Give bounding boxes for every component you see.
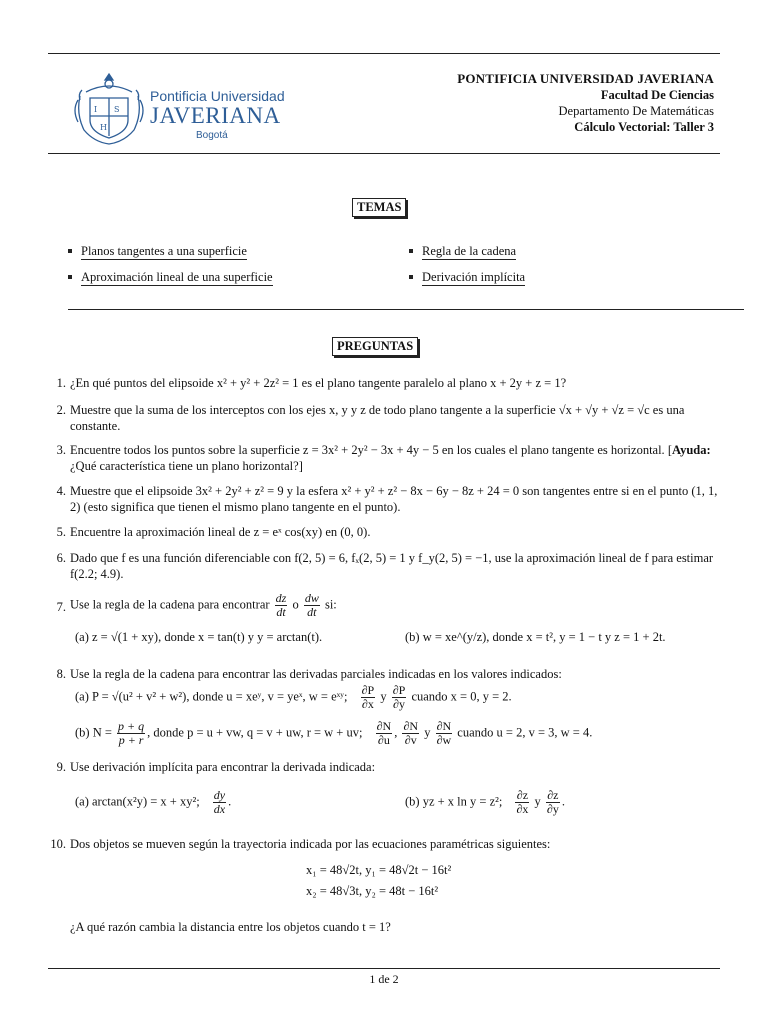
logo-line2: JAVERIANA	[150, 103, 281, 128]
header-info	[457, 71, 714, 135]
fraction: $\frac{dz}{dt}$	[275, 591, 287, 619]
university-logo	[72, 70, 285, 146]
fraction: $\frac{\partial P}{\partial x}$	[361, 683, 375, 711]
fraction: $\frac{\partial N}{\partial w}$	[436, 719, 452, 747]
fraction: $\frac{dw}{dt}$	[304, 591, 319, 619]
topic-item: Derivación implícita	[409, 264, 525, 290]
question-7b: (b) w = xe^(y/z), donde x = t², y = 1 − t y z = 1 + 2t.	[405, 630, 666, 644]
parametric-equations	[306, 860, 451, 902]
hint-label: Ayuda:	[671, 443, 711, 457]
question-text: Encuentre la aproximación lineal de z = eˣ cos(xy) en (0, 0).	[70, 525, 371, 539]
fraction: $\frac{\partial z}{\partial y}$	[546, 788, 559, 816]
topic-item: Planos tangentes a una superficie	[68, 238, 273, 264]
question-9: 9. Use derivación implícita para encontrar la derivada indicada:	[48, 760, 722, 776]
topic-item: Regla de la cadena	[409, 238, 525, 264]
question-7: 7. Use la regla de la cadena para encontrar $\frac{dz}{dt}$ o $\frac{dw}{dt}$ si:	[48, 592, 722, 619]
faculty-name: Facultad De Ciencias	[600, 88, 714, 102]
equation-2: x₂ = 48√3t, y₂ = 48t − 16t²	[306, 884, 439, 898]
fraction: $\frac{\partial z}{\partial x}$	[516, 788, 529, 816]
crest-icon	[72, 70, 146, 146]
question-10: 10. Dos objetos se mueven según la trayectoria indicada por las ecuaciones paramétricas siguientes:	[48, 837, 722, 853]
department-name: Departamento De Matemáticas	[558, 104, 714, 118]
fraction: $\frac{\partial N}{\partial u}$	[376, 719, 392, 747]
question-text: Muestre que la suma de los interceptos con los ejes x, y y z de todo plano tangente a la superficie √x + √y + √z = √c es una constante.	[70, 403, 685, 433]
fraction: $\frac{p + q}{p + r}$	[118, 719, 145, 747]
topics-title: TEMAS	[352, 198, 406, 217]
logo-line1: Pontificia Universidad	[150, 88, 285, 104]
question-text: Use la regla de la cadena para encontrar $\frac{dz}{dt}$ o $\frac{dw}{dt}$ si:	[70, 591, 337, 619]
questions-title: PREGUNTAS	[332, 337, 418, 356]
institution-name: PONTIFICIA UNIVERSIDAD JAVERIANA	[457, 71, 714, 86]
question-9a: (a) arctan(x²y) = x + xy²; $\frac{dy}{dx}$ .	[75, 788, 232, 816]
question-8: 8. Use la regla de la cadena para encontrar las derivadas parciales indicadas en los valores indicados:	[48, 667, 722, 683]
question-10-ask: ¿A qué razón cambia la distancia entre los objetos cuando t = 1?	[70, 920, 391, 934]
top-rule	[48, 53, 720, 54]
footer-rule	[48, 968, 720, 969]
question-2: 2. Muestre que la suma de los interceptos con los ejes x, y y z de todo plano tangente a la superficie √x + √y + √z = √c es una constante.	[48, 403, 722, 434]
question-9b: (b) yz + x ln y = z²; $\frac{\partial z}{\partial x}$ y $\frac{\partial z}{\partial y}$ .	[405, 788, 565, 816]
logo-city: Bogotá	[196, 130, 228, 141]
topics-left	[68, 238, 273, 290]
fraction: $\frac{dy}{dx}$	[213, 788, 226, 816]
svg-text:S: S	[114, 105, 120, 114]
svg-text:I: I	[94, 105, 98, 114]
equation-1: x₁ = 48√2t, y₁ = 48√2t − 16t²	[306, 863, 452, 877]
question-8a: (a) P = √(u² + v² + w²), donde u = xeʸ, v = yeˣ, w = eˣʸ; $\frac{\partial P}{\partial x}$ y $\frac{\partial P}{\partial y}$ cuando x = 0, y = 2.	[75, 683, 512, 711]
fraction: $\frac{\partial P}{\partial y}$	[392, 683, 406, 711]
topics-rule	[68, 309, 744, 310]
question-3: 3. Encuentre todos los puntos sobre la superficie z = 3x² + 2y² − 3x + 4y − 5 en los cuales el plano tangente es horizontal. [Ayuda: ¿Qué característica tiene un plano horizontal?]	[48, 443, 722, 474]
question-6: 6. Dado que f es una función diferenciable con f(2, 5) = 6, fₓ(2, 5) = 1 y f_y(2, 5) = −1, use la aproximación lineal de f para estimar f(2.2; 4.9).	[48, 551, 722, 582]
question-text: Dado que f es una función diferenciable con f(2, 5) = 6, fₓ(2, 5) = 1 y f_y(2, 5) = −1, use la aproximación lineal de f para estimar f(2.2; 4.9).	[70, 551, 714, 581]
svg-text:H: H	[100, 123, 107, 132]
question-text: Use la regla de la cadena para encontrar las derivadas parciales indicadas en los valores indicados:	[70, 667, 562, 681]
question-4: 4. Muestre que el elipsoide 3x² + 2y² + z² = 9 y la esfera x² + y² + z² − 8x − 6y − 8z + 24 = 0 son tangentes entre si en el punto (1, 1, 2) (esto significa que tienen el mismo plano tangente en el punto).	[48, 484, 722, 515]
course-title: Cálculo Vectorial: Taller 3	[574, 120, 714, 134]
question-5: 5. Encuentre la aproximación lineal de z = eˣ cos(xy) en (0, 0).	[48, 525, 722, 541]
question-text: Encuentre todos los puntos sobre la superficie z = 3x² + 2y² − 3x + 4y − 5 en los cuales el plano tangente es horizontal. [Ayuda: ¿Qué característica tiene un plano horizontal?]	[70, 443, 711, 473]
hint-text: ¿Qué característica tiene un plano horizontal?	[70, 458, 299, 473]
question-text: Use derivación implícita para encontrar la derivada indicada:	[70, 760, 376, 774]
question-8b: (b) N = $\frac{p + q}{p + r}$ , donde p = u + vw, q = v + uw, r = w + uv; $\frac{\partial N}{\partial u}$ , $\frac{\partial N}{\partial v}$ y $\frac{\partial N}{\partial w}$ cuando u = 2, v = 3, w = 4.	[75, 719, 593, 747]
page-number: 1 de 2	[369, 972, 399, 986]
question-text: Dos objetos se mueven según la trayectoria indicada por las ecuaciones paramétricas siguientes:	[70, 837, 551, 851]
header-rule	[48, 153, 720, 154]
question-text: Muestre que el elipsoide 3x² + 2y² + z² = 9 y la esfera x² + y² + z² − 8x − 6y − 8z + 24 = 0 son tangentes entre si en el punto (1, 1, 2) (esto significa que tienen el mismo plano tangente en el punto).	[70, 484, 718, 514]
fraction: $\frac{\partial N}{\partial v}$	[403, 719, 419, 747]
question-1: 1. ¿En qué puntos del elipsoide x² + y² + 2z² = 1 es el plano tangente paralelo al plano x + 2y + z = 1?	[48, 376, 722, 392]
question-7a: (a) z = √(1 + xy), donde x = tan(t) y y = arctan(t).	[75, 630, 323, 644]
topics-right	[409, 238, 525, 290]
question-text: ¿En qué puntos del elipsoide x² + y² + 2z² = 1 es el plano tangente paralelo al plano x + 2y + z = 1?	[70, 376, 567, 390]
topic-item: Aproximación lineal de una superficie	[68, 264, 273, 290]
